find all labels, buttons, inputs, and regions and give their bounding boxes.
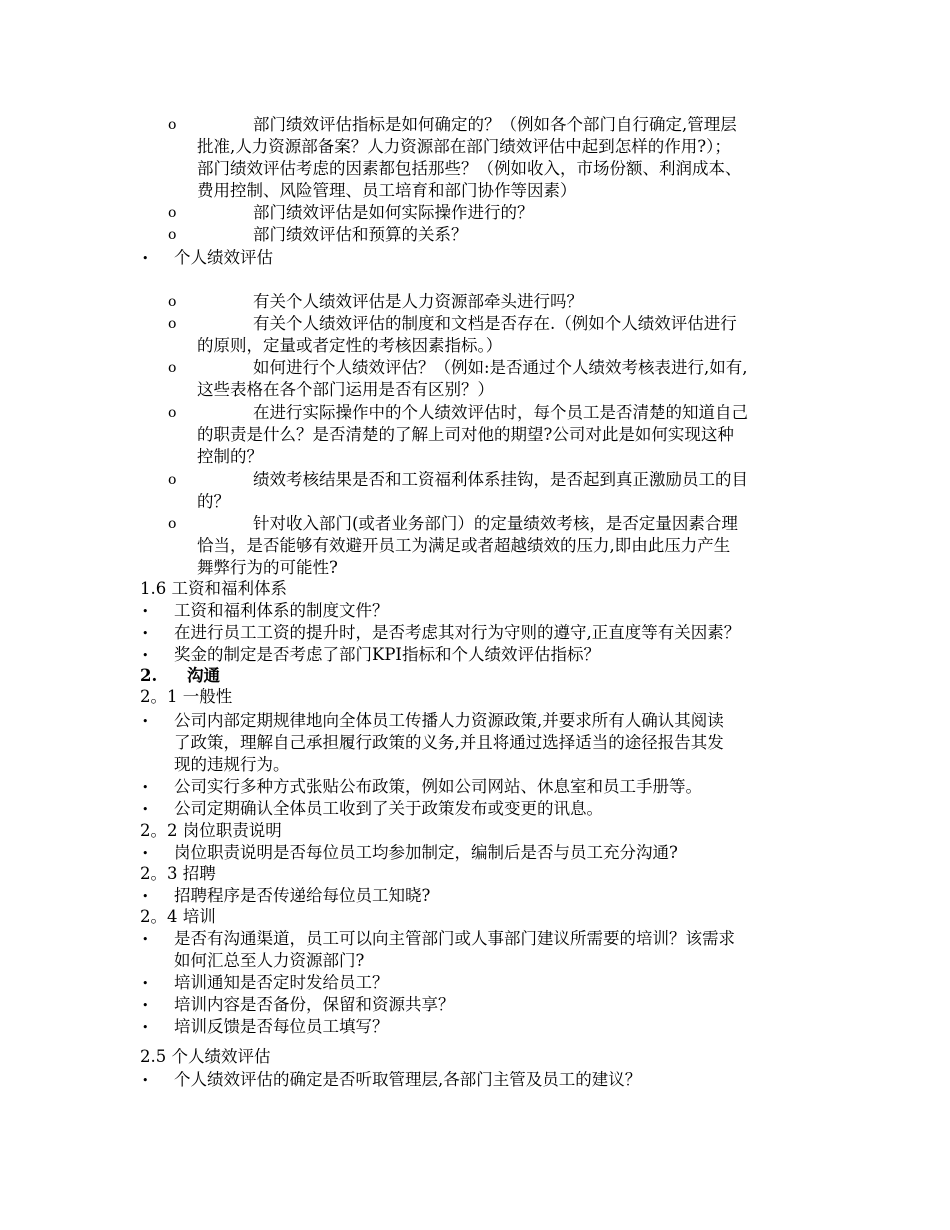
sub-bullet-marker: o <box>168 205 177 221</box>
bullet-marker: • <box>142 890 149 903</box>
list-item-line: 培训内容是否备份，保留和资源共享？ <box>174 995 455 1014</box>
list-item-line: 有关个人绩效评估是人力资源部牵头进行吗？ <box>253 292 583 311</box>
list-item-line: 现的违规行为。 <box>174 755 290 774</box>
list-item-line: 部门绩效评估和预算的关系？ <box>253 225 468 244</box>
bullet-marker: • <box>142 1074 149 1087</box>
list-item-line: 针对收入部门(或者业务部门）的定量绩效考核，是否定量因素合理 <box>253 514 738 533</box>
section-title-2: 沟通 <box>187 666 220 685</box>
sub-bullet-marker: o <box>168 316 177 332</box>
sub-bullet-marker: o <box>168 227 177 243</box>
bullet-marker: • <box>142 999 149 1012</box>
bullet-marker: • <box>142 781 149 794</box>
section-heading-1-6: 1.6 工资和福利体系 <box>140 579 287 598</box>
sub-bullet-marker: o <box>168 117 177 133</box>
list-item-line: 培训反馈是否每位员工填写？ <box>174 1017 389 1036</box>
bullet-marker: • <box>142 649 149 662</box>
list-item-line: 奖金的制定是否考虑了部门KPI指标和个人绩效评估指标？ <box>174 645 600 664</box>
list-heading: 个人绩效评估 <box>174 248 273 267</box>
bullet-marker: • <box>142 803 149 816</box>
list-item-line: 公司内部定期规律地向全体员工传播人力资源政策,并要求所有人确认其阅读 <box>174 711 724 730</box>
list-item-line: 在进行员工工资的提升时，是否考虑其对行为守则的遵守,正直度等有关因素？ <box>174 623 741 642</box>
list-item-line: 绩效考核结果是否和工资福利体系挂钩，是否起到真正激励员工的目 <box>253 470 748 489</box>
list-item-line: 的？ <box>197 492 230 511</box>
bullet-marker: • <box>142 977 149 990</box>
list-item-line: 个人绩效评估的确定是否听取管理层,各部门主管及员工的建议？ <box>174 1070 642 1089</box>
list-item-line: 批准,人力资源部备案？人力资源部在部门绩效评估中起到怎样的作用?）； <box>197 137 731 156</box>
list-item-line: 了政策，理解自己承担履行政策的义务,并且将通过选择适当的途径报告其发 <box>174 733 724 752</box>
list-item-line: 公司定期确认全体员工收到了关于政策发布或变更的讯息。 <box>174 799 603 818</box>
section-number-2: 2. <box>140 666 158 685</box>
section-heading-2-4: 2。4 培训 <box>140 907 216 926</box>
list-item-line: 岗位职责说明是否每位员工均参加制定，编制后是否与员工充分沟通? <box>174 843 678 862</box>
section-heading-2-3: 2。3 招聘 <box>140 864 216 883</box>
list-item-line: 培训通知是否定时发给员工？ <box>174 973 389 992</box>
bullet-marker: • <box>142 252 149 265</box>
bullet-marker: • <box>142 627 149 640</box>
list-item-line: 控制的？ <box>197 447 263 466</box>
list-item-line: 费用控制、风险管理、员工培育和部门协作等因素） <box>197 181 577 200</box>
list-item-line: 是否有沟通渠道，员工可以向主管部门或人事部门建议所需要的培训？该需求 <box>174 929 735 948</box>
section-heading-2-2: 2。2 岗位职责说明 <box>140 821 282 840</box>
bullet-marker: • <box>142 933 149 946</box>
list-item-line: 这些表格在各个部门运用是否有区别？） <box>197 380 494 399</box>
list-item-line: 如何进行个人绩效评估？（例如:是否通过个人绩效考核表进行,如有, <box>253 358 748 377</box>
section-heading-2-1: 2。1 一般性 <box>140 687 233 706</box>
bullet-marker: • <box>142 1021 149 1034</box>
list-item-line: 部门绩效评估指标是如何确定的？（例如各个部门自行确定,管理层 <box>253 115 737 134</box>
list-item-line: 公司实行多种方式张贴公布政策，例如公司网站、休息室和员工手册等。 <box>174 777 702 796</box>
sub-bullet-marker: o <box>168 472 177 488</box>
list-item-line: 工资和福利体系的制度文件？ <box>174 601 389 620</box>
list-item-line: 有关个人绩效评估的制度和文档是否存在.（例如个人绩效评估进行 <box>253 314 737 333</box>
list-item-line: 如何汇总至人力资源部门? <box>174 951 365 970</box>
sub-bullet-marker: o <box>168 294 177 310</box>
bullet-marker: • <box>142 847 149 860</box>
bullet-marker: • <box>142 605 149 618</box>
list-item-line: 在进行实际操作中的个人绩效评估时，每个员工是否清楚的知道自己 <box>253 403 748 422</box>
list-item-line: 招聘程序是否传递给每位员工知晓? <box>174 886 431 905</box>
bullet-marker: • <box>142 715 149 728</box>
list-item-line: 的原则，定量或者定性的考核因素指标。） <box>197 336 503 355</box>
section-heading-2-5: 2.5 个人绩效评估 <box>140 1047 271 1066</box>
sub-bullet-marker: o <box>168 360 177 376</box>
list-item-line: 舞弊行为的可能性? <box>197 558 338 577</box>
list-item-line: 部门绩效评估考虑的因素都包括那些？（例如收入，市场份额、利润成本、 <box>197 159 742 178</box>
sub-bullet-marker: o <box>168 516 177 532</box>
list-item-line: 的职责是什么？是否清楚的了解上司对他的期望?公司对此是如何实现这种 <box>197 425 734 444</box>
list-item-line: 恰当，是否能够有效避开员工为满足或者超越绩效的压力,即由此压力产生 <box>197 536 731 555</box>
list-item-line: 部门绩效评估是如何实际操作进行的？ <box>253 203 534 222</box>
sub-bullet-marker: o <box>168 405 177 421</box>
